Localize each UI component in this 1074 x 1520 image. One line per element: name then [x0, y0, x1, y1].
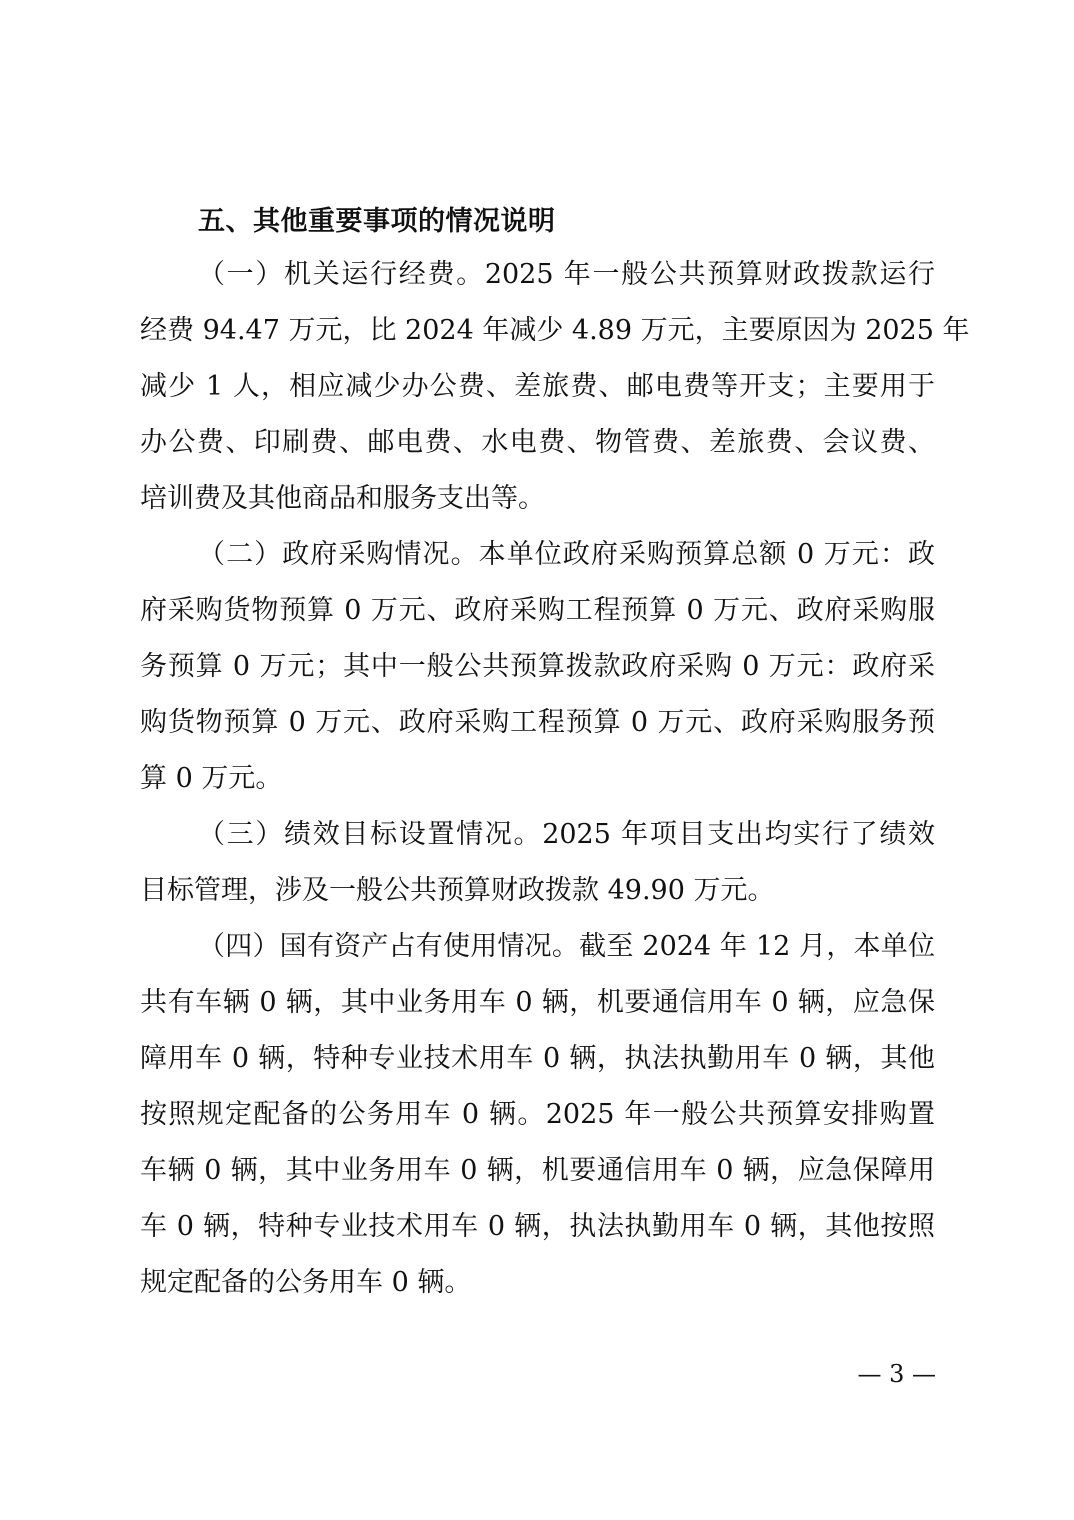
paragraph-1-line-4: 办公费、印刷费、邮电费、水电费、物管费、差旅费、会议费、 — [140, 427, 935, 458]
paragraph-3-line-2: 目标管理，涉及一般公共预算财政拨款 49.90 万元。 — [140, 875, 775, 906]
paragraph-4-line-2: 共有车辆 0 辆，其中业务用车 0 辆，机要通信用车 0 辆，应急保 — [140, 987, 935, 1018]
paragraph-3-text: 2025 年项目支出均实行了绩效 — [542, 819, 936, 850]
paragraph-2-line-2: 府采购货物预算 0 万元、政府采购工程预算 0 万元、政府采购服 — [140, 595, 935, 626]
paragraph-1-line-2: 经费 94.47 万元，比 2024 年减少 4.89 万元，主要原因为 2025 年 — [140, 315, 970, 346]
paragraph-4-lead: （四）国有资产占有使用情况。 — [198, 931, 580, 962]
paragraph-1-line-3: 减少 1 人，相应减少办公费、差旅费、邮电费等开支；主要用于 — [140, 371, 935, 402]
paragraph-4-line-6: 车 0 辆，特种专业技术用车 0 辆，执法执勤用车 0 辆，其他按照 — [140, 1211, 935, 1242]
paragraph-4-line-3: 障用车 0 辆，特种专业技术用车 0 辆，执法执勤用车 0 辆，其他 — [140, 1043, 935, 1074]
page-number: — 3 — — [857, 1360, 936, 1388]
paragraph-4-text: 截至 2024 年 12 月，本单位 — [579, 931, 936, 962]
section-heading: 五、其他重要事项的情况说明 — [198, 206, 556, 237]
paragraph-4-line-7: 规定配备的公务用车 0 辆。 — [140, 1267, 472, 1298]
paragraph-3-lead: （三）绩效目标设置情况。 — [198, 819, 543, 850]
paragraph-4-line-4: 按照规定配备的公务用车 0 辆。2025 年一般公共预算安排购置 — [140, 1099, 935, 1130]
paragraph-2-lead: （二）政府采购情况。 — [198, 539, 479, 570]
paragraph-4-line-5: 车辆 0 辆，其中业务用车 0 辆，机要通信用车 0 辆，应急保障用 — [140, 1155, 935, 1186]
paragraph-1-line-5: 培训费及其他商品和服务支出等。 — [140, 483, 545, 514]
paragraph-2-line-1 — [198, 533, 935, 577]
paragraph-2-text: 本单位政府采购预算总额 0 万元：政 — [478, 539, 936, 570]
paragraph-1-line-1 — [198, 253, 935, 297]
paragraph-1-lead: （一）机关运行经费。 — [198, 259, 485, 290]
paragraph-2-line-3: 务预算 0 万元；其中一般公共预算拨款政府采购 0 万元：政府采 — [140, 651, 935, 682]
paragraph-2-line-4: 购货物预算 0 万元、政府采购工程预算 0 万元、政府采购服务预 — [140, 707, 935, 738]
paragraph-3-line-1 — [198, 813, 935, 857]
paragraph-4-line-1 — [198, 925, 935, 969]
paragraph-2-line-5: 算 0 万元。 — [140, 763, 283, 794]
paragraph-1-text: 2025 年一般公共预算财政拨款运行 — [484, 259, 935, 290]
